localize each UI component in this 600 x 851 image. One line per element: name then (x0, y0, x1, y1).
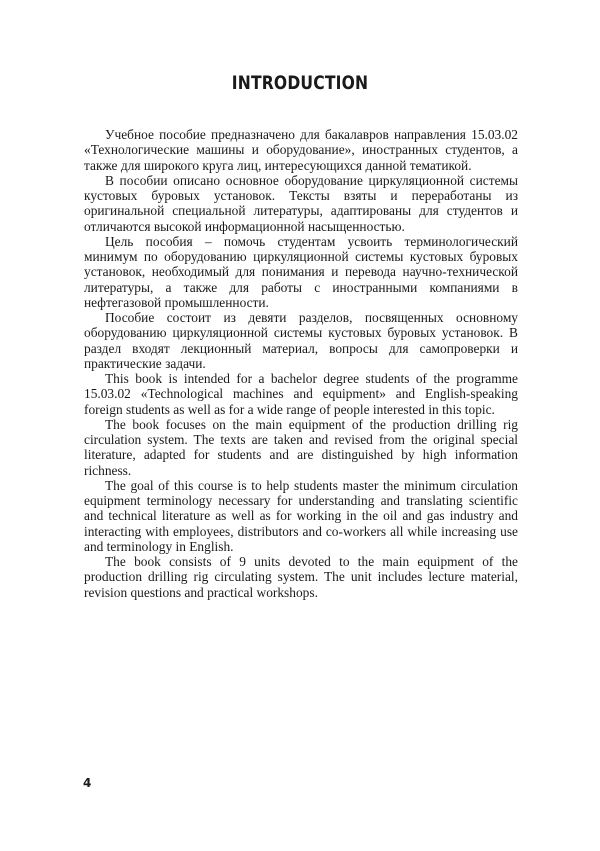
paragraph-2: В пособии описано основное оборудование циркуляционной системы кустовых буровых установок. Тексты взяты и переработаны из оригинальной специальной литературы, адаптированы для студентов и отличаются высокой информационной насыщенностью. (84, 172, 518, 234)
paragraph-6: The book focuses on the main equipment of the production drilling rig circulation system. The texts are taken and revised from the original special literature, adapted for students and are distinguished by high information richness. (84, 416, 518, 478)
page-number: 4 (83, 776, 92, 790)
paragraph-8: The book consists of 9 units devoted to the main equipment of the production drilling rig circulating system. The unit includes lecture material, revision questions and practical workshops. (84, 554, 518, 600)
paragraph-5: This book is intended for a bachelor degree students of the programme 15.03.02 «Technological machines and equipment» and English-speaking foreign students as well as for a wide range of people interested in this topic. (84, 371, 518, 417)
paragraph-3: Цель пособия – помочь студентам усвоить терминологический минимум по оборудованию циркуляционной системы кустовых буровых установок, необходимый для понимания и перевода научно-технической литературы, а также для работы с иностранными компаниями в нефтегазовой промышленности. (84, 233, 518, 310)
body-text (84, 127, 518, 600)
paragraph-7: The goal of this course is to help students master the minimum circulation equipment terminology necessary for understanding and translating scientific and technical literature as well as for working in the oil and gas industry and interacting with employees, distributors and co-workers all while increasing use and terminology in English. (84, 477, 518, 554)
paragraph-1: Учебное пособие предназначено для бакалавров направления 15.03.02 «Технологические машины и оборудование», иностранных студентов, а также для широкого круга лиц, интересующихся данной тематикой. (84, 127, 518, 173)
paragraph-4: Пособие состоит из девяти разделов, посвященных основному оборудованию циркуляционной системы кустовых буровых установок. В раздел входят лекционный материал, вопросы для самопроверки и практические задачи. (84, 310, 518, 371)
page-title: INTRODUCTION (231, 72, 369, 94)
